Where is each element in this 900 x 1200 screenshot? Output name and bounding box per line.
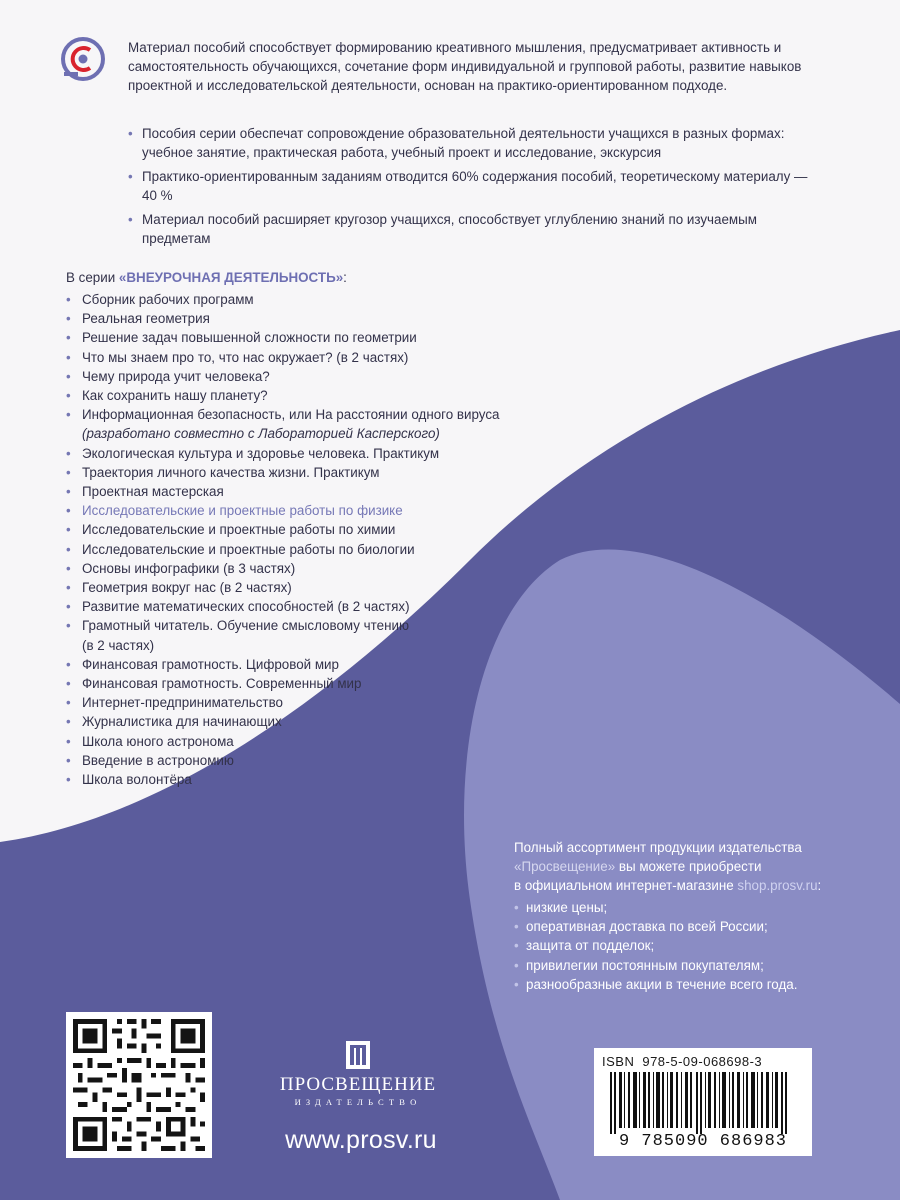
list-item xyxy=(66,693,536,712)
list-item xyxy=(66,559,536,578)
shop-benefits xyxy=(514,898,874,994)
list-item-text: Грамотный читатель. Обучение смысловому чтению xyxy=(82,618,410,634)
barcode-digits: 9 785090 686983 xyxy=(618,1132,788,1151)
list-item-text: Финансовая грамотность. Современный мир xyxy=(82,676,362,692)
list-item xyxy=(66,751,536,770)
shop-link[interactable]: shop.prosv.ru xyxy=(737,878,818,894)
list-item xyxy=(66,540,536,559)
list-item xyxy=(66,674,536,693)
intro-paragraph: Материал пособий способствует формированию креативного мышления, предусматривает активность и самостоятельность обучающихся, сочетание форм индивидуальной и групповой работы, развитие навыков проектной и исследовательской деятельности, основан на практико-ориентированном подходе. xyxy=(128,40,802,93)
list-item-text: Что мы знаем про то, что нас окружает? (в 2 частях) xyxy=(82,349,409,365)
barcode-icon xyxy=(602,1072,804,1134)
publisher-emblem-icon xyxy=(345,1040,371,1070)
shop-line-1: Полный ассортимент продукции издательства xyxy=(514,840,802,855)
list-item xyxy=(66,444,536,463)
list-item-text: Геометрия вокруг нас (в 2 частях) xyxy=(82,580,292,596)
series-heading-prefix: В серии xyxy=(66,270,119,285)
list-item-text: Основы инфографики (в 3 частях) xyxy=(82,560,296,576)
shop-line-3-text: в официальном интернет-магазине xyxy=(514,878,738,894)
intro-bullet: • Пособия серии обеспечат сопровождение образовательной деятельности учащихся в разных формах: учебное занятие, практическая работа, учебный проект и исследование, экскурсия xyxy=(128,124,818,162)
list-item xyxy=(66,712,536,731)
shop-line-2-text: вы можете приобрести xyxy=(615,859,762,875)
list-item-text: Как сохранить нашу планету? xyxy=(82,388,268,404)
shop-line-2 xyxy=(514,857,874,876)
series-list xyxy=(66,290,536,789)
list-item-text: Реальная геометрия xyxy=(82,311,210,327)
list-item xyxy=(66,770,536,789)
list-item-text: Введение в астрономию xyxy=(82,752,234,768)
benefit-item: • привилегии постоянным покупателям; xyxy=(514,956,874,975)
list-item-text: Траектория личного качества жизни. Практикум xyxy=(82,464,380,480)
series-heading-suffix: : xyxy=(343,270,347,285)
publisher-logo xyxy=(262,1040,454,1108)
shop-info xyxy=(514,838,874,896)
series-name: «ВНЕУРОЧНАЯ ДЕЯТЕЛЬНОСТЬ» xyxy=(118,270,344,285)
list-item xyxy=(66,732,536,751)
list-item xyxy=(66,616,536,654)
intro-bullets xyxy=(128,124,818,253)
list-item-highlighted xyxy=(66,501,536,520)
list-item-text: Проектная мастерская xyxy=(82,484,224,500)
list-item xyxy=(66,655,536,674)
intro-bullet: • Материал пособий расширяет кругозор учащихся, способствует углублению знаний по изучаемым предметам xyxy=(128,210,818,248)
publisher-subtitle: ИЗДАТЕЛЬСТВО xyxy=(294,1097,422,1107)
list-item-text: Исследовательские и проектные работы по физике xyxy=(82,503,403,519)
list-item-text: Финансовая грамотность. Цифровой мир xyxy=(82,656,339,672)
list-item xyxy=(66,309,536,328)
intro-bullet: • Практико-ориентированным заданиям отводится 60% содержания пособий, теоретическому материалу — 40 % xyxy=(128,167,818,205)
list-item xyxy=(66,290,536,309)
list-item-text: Интернет-предпринимательство xyxy=(82,695,283,711)
list-item xyxy=(66,482,536,501)
isbn-number: 978-5-09-068698-3 xyxy=(642,1054,763,1069)
list-item-text: Развитие математических способностей (в 2 частях) xyxy=(82,599,410,615)
list-item xyxy=(66,328,536,347)
publisher-quote: «Просвещение» xyxy=(514,859,616,875)
copyright-logo-icon xyxy=(60,36,106,82)
list-item-text: Исследовательские и проектные работы по химии xyxy=(82,522,396,538)
list-item xyxy=(66,348,536,367)
shop-line-3 xyxy=(514,876,874,895)
list-item-text: Информационная безопасность, или На расстоянии одного вируса xyxy=(82,407,500,423)
benefit-item: • низкие цены; xyxy=(514,898,874,917)
isbn-prefix: ISBN xyxy=(602,1054,635,1069)
benefit-item: • защита от подделок; xyxy=(514,936,874,955)
list-item xyxy=(66,463,536,482)
list-item-text: Чему природа учит человека? xyxy=(82,368,270,384)
series-heading xyxy=(66,268,347,287)
list-item-text: Школа волонтёра xyxy=(82,772,192,788)
list-item xyxy=(66,405,536,443)
list-item-text: Школа юного астронома xyxy=(82,733,234,749)
list-item-text: Исследовательские и проектные работы по биологии xyxy=(82,541,415,557)
benefit-item: • оперативная доставка по всей России; xyxy=(514,917,874,936)
list-item-text: Решение задач повышенной сложности по геометрии xyxy=(82,330,417,346)
list-item-text: Экологическая культура и здоровье человека. Практикум xyxy=(82,445,440,461)
list-item xyxy=(66,597,536,616)
list-item xyxy=(66,520,536,539)
publisher-website-link[interactable]: www.prosv.ru xyxy=(285,1126,437,1154)
publisher-name: ПРОСВЕЩЕНИЕ xyxy=(279,1074,437,1095)
list-item xyxy=(66,578,536,597)
list-item xyxy=(66,386,536,405)
isbn-label xyxy=(602,1054,804,1069)
list-item-note: (разработано совместно с Лабораторией Касперского) xyxy=(82,426,440,442)
list-item-note: (в 2 частях) xyxy=(82,637,155,653)
list-item-text: Сборник рабочих программ xyxy=(82,292,254,307)
benefit-item: • разнообразные акции в течение всего года. xyxy=(514,975,874,994)
shop-line-3-suffix: : xyxy=(817,878,822,894)
list-item-text: Журналистика для начинающих xyxy=(82,714,282,730)
qr-code-icon[interactable] xyxy=(66,1012,212,1158)
list-item xyxy=(66,367,536,386)
isbn-barcode xyxy=(594,1048,812,1156)
